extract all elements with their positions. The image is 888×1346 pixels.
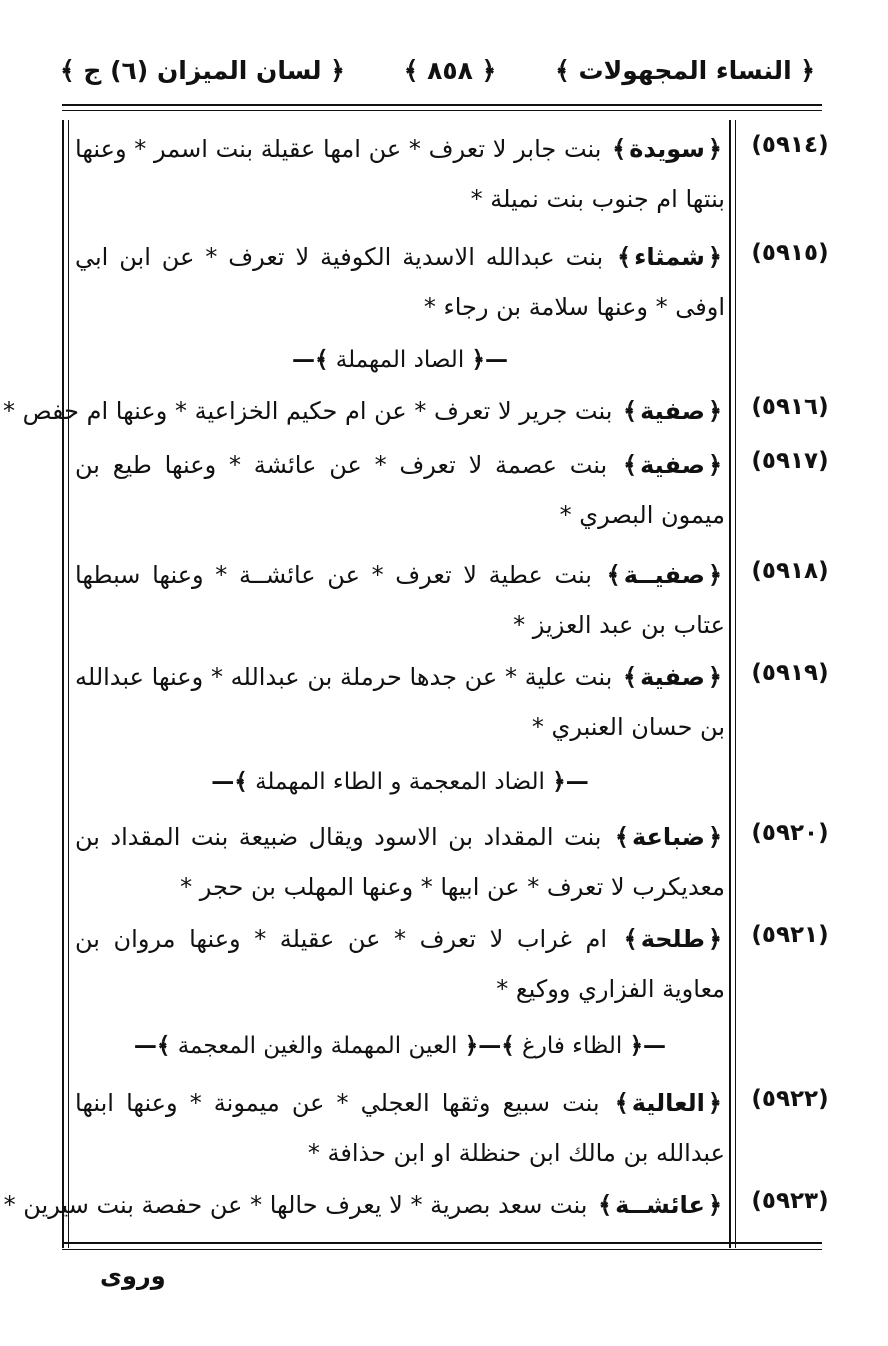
- header-rule-inner: [62, 110, 822, 111]
- frame-bottom-inner: [62, 1249, 822, 1250]
- frame-right-outer: [729, 120, 731, 1248]
- entry-name: ضباعة: [631, 823, 705, 851]
- entry-text: ﴿صفية﴾ بنت علية * عن جدها حرملة بن عبدالله * وعنها عبدالله بن حسان العنبري *: [75, 663, 725, 741]
- entry-number: (٥٩١٧): [751, 448, 829, 474]
- entry-text: ﴿ضباعة﴾ بنت المقداد بن الاسود ويقال ضبيعة بنت المقداد بن معديكرب لا تعرف * عن ابيها * وعنها المهلب بن حجر *: [75, 823, 725, 901]
- entry-text: ﴿العالية﴾ بنت سبيع وثقها العجلي * عن ميمونة * وعنها ابنها عبدالله بن مالك ابن حنظلة او ابن حذافة *: [75, 1089, 725, 1167]
- entry-text: ﴿طلحة﴾ ام غراب لا تعرف * عن عقيلة * وعنها مروان بن معاوية الفزاري ووكيع *: [75, 925, 725, 1003]
- section-heading: —﴿ الظاء فارغ ﴾—﴿ العين المهملة والغين المعجمة ﴾—: [133, 1033, 667, 1059]
- frame-right-inner: [735, 120, 736, 1248]
- entry-name: صفية: [640, 451, 705, 479]
- entry-name: صفية: [640, 663, 705, 691]
- header-rule: [62, 104, 822, 106]
- entry-number: (٥٩٢٣): [751, 1188, 829, 1214]
- entry-number: (٥٩١٥): [751, 240, 829, 266]
- entry-name: شمثاء: [634, 243, 705, 271]
- entry-text: ﴿سويدة﴾ بنت جابر لا تعرف * عن امها عقيلة بنت اسمر * وعنها بنتها ام جنوب بنت نميلة *: [75, 135, 725, 213]
- header-book-title: ﴿ لسان الميزان (٦) ج ﴾: [60, 55, 345, 85]
- entry-text: ﴿صفية﴾ بنت جرير لا تعرف * عن ام حكيم الخزاعية * وعنها ام حفص *: [3, 397, 722, 425]
- page-header: [60, 40, 815, 100]
- entry-number: (٥٩١٦): [751, 394, 829, 420]
- frame-left-outer: [62, 120, 64, 1248]
- entry-number: (٥٩١٤): [751, 132, 829, 158]
- entry-name: سويدة: [629, 135, 705, 163]
- entry-number: (٥٩٢٢): [751, 1086, 829, 1112]
- entry-text: ﴿صفيــة﴾ بنت عطية لا تعرف * عن عائشــة * وعنها سبطها عتاب بن عبد العزيز *: [75, 561, 725, 639]
- entry-number: (٥٩١٩): [751, 660, 829, 686]
- section-heading: —﴿ الضاد المعجمة و الطاء المهملة ﴾—: [211, 769, 589, 795]
- header-section-title: ﴿ النساء المجهولات ﴾: [555, 55, 815, 85]
- entry-name: صفية: [640, 397, 705, 425]
- frame-left-inner: [68, 120, 69, 1248]
- entry-name: عائشــة: [615, 1191, 705, 1219]
- entry-name: العالية: [631, 1089, 705, 1117]
- entry-text: ﴿عائشــة﴾ بنت سعد بصرية * لا يعرف حالها * عن حفصة بنت سيرين *: [3, 1191, 722, 1219]
- entry-text: ﴿صفية﴾ بنت عصمة لا تعرف * عن عائشة * وعنها طيع بن ميمون البصري *: [75, 451, 725, 529]
- frame-bottom-outer: [62, 1242, 822, 1244]
- entry-number: (٥٩٢١): [751, 922, 829, 948]
- entry-name: طلحة: [640, 925, 705, 953]
- entry-name: صفيــة: [623, 561, 705, 589]
- entry-number: (٥٩٢٠): [751, 820, 829, 846]
- section-heading: —﴿ الصاد المهملة ﴾—: [291, 347, 509, 373]
- header-page-number: ﴿ ٨٥٨ ﴾: [403, 55, 497, 85]
- catchword: وروى: [100, 1262, 166, 1290]
- entry-number: (٥٩١٨): [751, 558, 829, 584]
- entry-text: ﴿شمثاء﴾ بنت عبدالله الاسدية الكوفية لا تعرف * عن ابن ابي اوفى * وعنها سلامة بن رجاء *: [75, 243, 725, 321]
